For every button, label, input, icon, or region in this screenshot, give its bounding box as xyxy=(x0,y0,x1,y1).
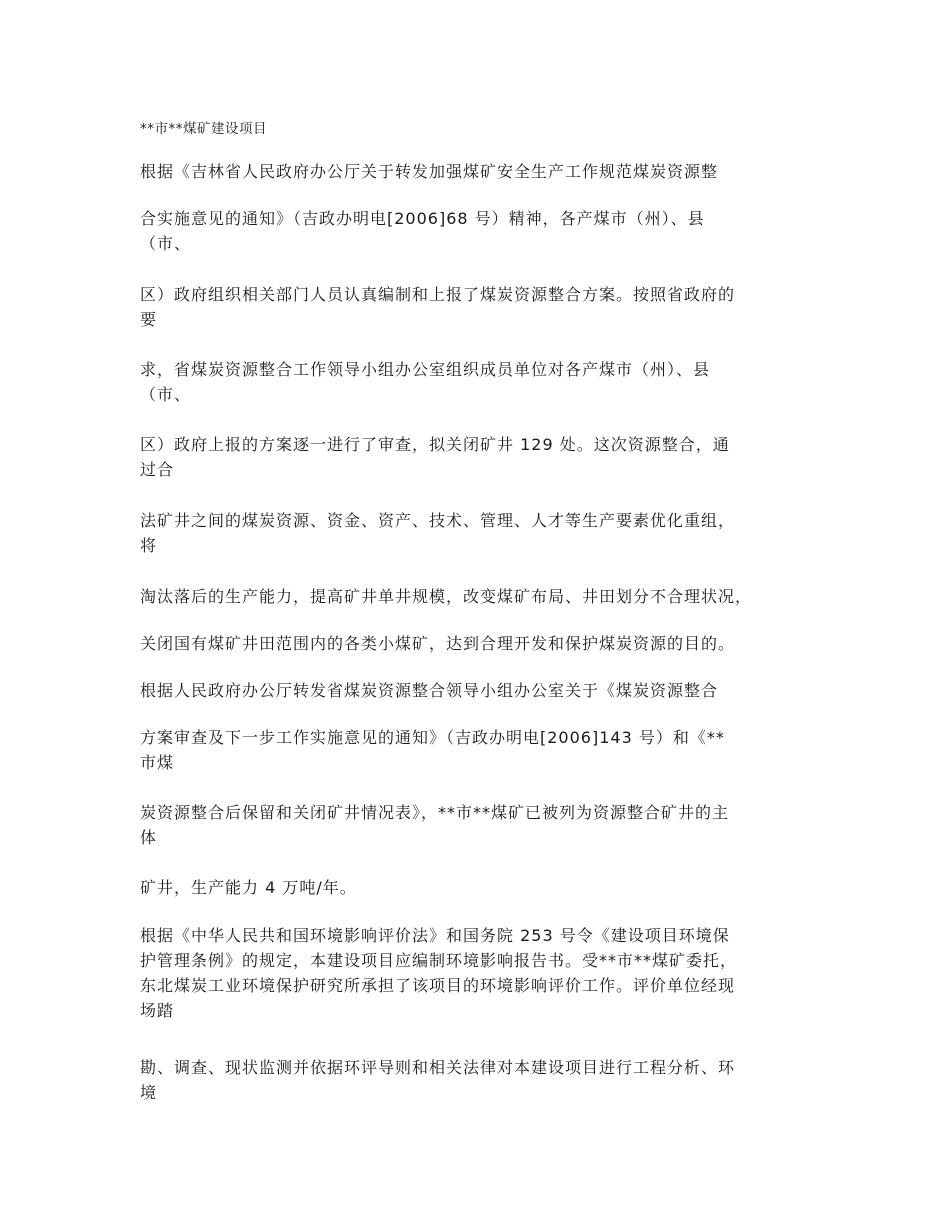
text-line: 方案审查及下一步工作实施意见的通知》（吉政办明电[2006]143 号）和《** xyxy=(140,728,725,747)
text-line: 矿井，生产能力 4 万吨/年。 xyxy=(140,878,357,897)
text-line: 东北煤炭工业环境保护研究所承担了该项目的环境影响评价工作。评价单位经现 xyxy=(140,976,736,995)
text-line: 场踏 xyxy=(140,1001,175,1020)
paragraph-line xyxy=(140,204,830,258)
text-line: 淘汰落后的生产能力，提高矿井单井规模，改变煤矿布局、井田划分不合理状况， xyxy=(140,587,753,606)
text-line: 炭资源整合后保留和关闭矿井情况表》，**市**煤矿已被列为资源整合矿井的主 xyxy=(140,803,730,822)
text-line: 市煤 xyxy=(140,753,175,772)
text-line: 区）政府上报的方案逐一进行了审查，拟关闭矿井 129 处。这次资源整合，通 xyxy=(140,435,730,454)
text-line: 根据《吉林省人民政府办公厅关于转发加强煤矿安全生产工作规范煤炭资源整 xyxy=(140,162,719,181)
text-line: 勘、调查、现状监测并依据环评导则和相关法律对本建设项目进行工程分析、环 xyxy=(140,1058,736,1077)
paragraph-line xyxy=(140,873,830,902)
paragraph-line xyxy=(140,629,830,658)
text-line: 将 xyxy=(140,536,158,555)
paragraph-line xyxy=(140,582,830,611)
text-line: 境 xyxy=(140,1083,158,1102)
text-line: 护管理条例》的规定，本建设项目应编制环境影响报告书。受**市**煤矿委托， xyxy=(140,951,738,970)
paragraph-line xyxy=(140,157,830,186)
text-line: 体 xyxy=(140,828,158,847)
paragraph-line xyxy=(140,1053,830,1107)
text-line: 法矿井之间的煤炭资源、资金、资产、技术、管理、人才等生产要素优化重组， xyxy=(140,511,736,530)
paragraph-line xyxy=(140,723,830,777)
text-line: （市、 xyxy=(140,385,192,404)
text-line: （市、 xyxy=(140,234,192,253)
text-line: 根据《中华人民共和国环境影响评价法》和国务院 253 号令《建设项目环境保 xyxy=(140,926,730,945)
text-line: 要 xyxy=(140,310,158,329)
text-line: 关闭国有煤矿井田范围内的各类小煤矿，达到合理开发和保护煤炭资源的目的。 xyxy=(140,634,736,653)
paragraph-line xyxy=(140,506,830,560)
paragraph-line xyxy=(140,280,830,334)
paragraph-line xyxy=(140,798,830,852)
text-line: 根据人民政府办公厅转发省煤炭资源整合领导小组办公室关于《煤炭资源整合 xyxy=(140,681,719,700)
text-line: 过合 xyxy=(140,460,175,479)
text-line: 区）政府组织相关部门人员认真编制和上报了煤炭资源整合方案。按照省政府的 xyxy=(140,285,736,304)
paragraph-line xyxy=(140,676,830,705)
document-title: **市**煤矿建设项目 xyxy=(140,121,267,137)
text-line: 求，省煤炭资源整合工作领导小组办公室组织成员单位对各产煤市（州）、县 xyxy=(140,360,711,379)
text-line: 合实施意见的通知》（吉政办明电[2006]68 号）精神，各产煤市（州）、县 xyxy=(140,209,705,228)
paragraph-line xyxy=(140,355,830,409)
paragraph-line xyxy=(140,430,830,484)
paragraph-line xyxy=(140,921,830,1025)
